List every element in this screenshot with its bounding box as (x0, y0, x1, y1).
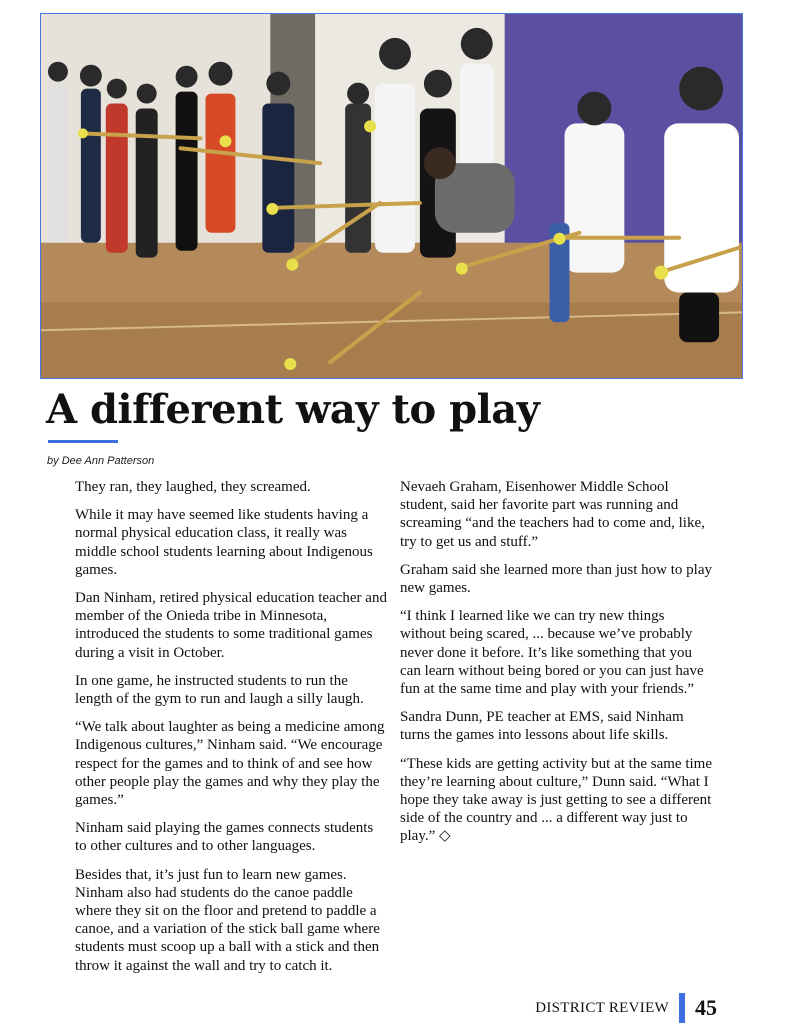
publication-name: DISTRICT REVIEW (535, 999, 669, 1016)
article-paragraph: They ran, they laughed, they screamed. (75, 479, 311, 495)
article-paragraph: In one game, he instructed students to run the length of the gym to run and laugh a silly laugh. (75, 672, 364, 708)
byline (47, 455, 154, 467)
article-paragraph: Nevaeh Graham, Eisenhower Middle School student, said her favorite part was running and screaming “and the teachers had to come and, like, try to get us and stuff.” (400, 479, 705, 550)
article-paragraph: While it may have seemed like students having a normal physical education class, it really was middle school students learning about Indigenous games. (75, 507, 373, 578)
article-paragraph: Besides that, it’s just fun to learn new games. Ninham also had students do the canoe paddle where they sit on the floor and pretend to paddle a canoe, and a variation of the stick ball game where students must scoop up a ball with a stick and then throw it against the wall and try to catch it. (75, 866, 380, 974)
article-paragraph: “We talk about laughter as being a medicine among Indigenous cultures,” Ninham said. “We encourage respect for the games and to think of and see how other people play the games and why they play the games.” (75, 719, 385, 809)
byline-prefix: by (47, 455, 59, 467)
article-paragraph: Graham said she learned more than just how to play new games. (400, 561, 712, 597)
students-stickball-photo (41, 14, 742, 378)
article-headline: A different way to play (46, 386, 540, 433)
article-photo (40, 13, 743, 379)
page-footer (535, 993, 717, 1023)
footer-accent-bar (679, 993, 685, 1023)
page-number: 45 (695, 995, 717, 1020)
article-paragraph: “I think I learned like we can try new things without being scared, ... because we’ve probably never done it before. It’s like something that you can learn without being bored or you can just have fun at the same time and play with your friends.” (400, 608, 704, 698)
byline-author: Dee Ann Patterson (61, 455, 155, 467)
article-paragraph: “These kids are getting activity but at the same time they’re learning about culture,” Dunn said. “What I hope they take away is just getting to see a different side of the country and ... a different way just to play.” ◇ (400, 755, 712, 845)
article-column-right (400, 478, 714, 856)
article-paragraph: Dan Ninham, retired physical education teacher and member of the Onieda tribe in Minnesota, introduced the students to some traditional games during a visit in October. (75, 590, 387, 661)
article-paragraph: Ninham said playing the games connects students to other cultures and to other languages. (75, 820, 374, 855)
article-paragraph: Sandra Dunn, PE teacher at EMS, said Ninham turns the games into lessons about life skills. (400, 709, 684, 744)
headline-rule (48, 440, 118, 443)
article-column-left (75, 478, 387, 985)
